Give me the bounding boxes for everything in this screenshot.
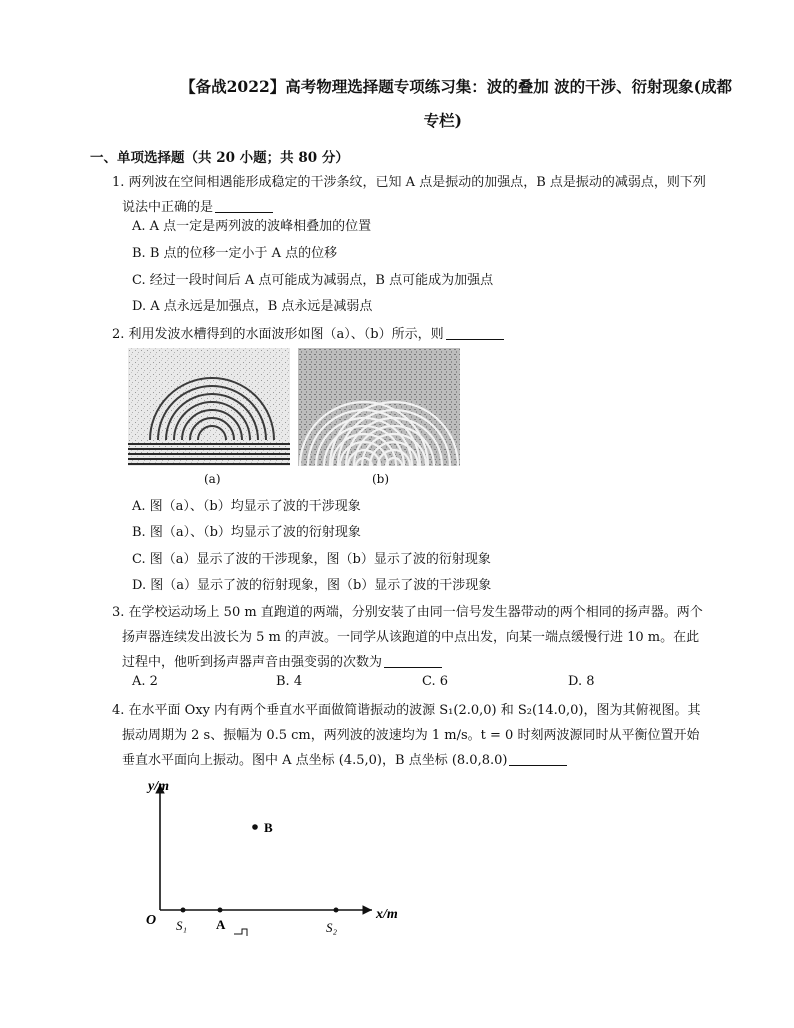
question-1-option-a: A. A 点一定是两列波的波峰相叠加的位置: [132, 219, 372, 234]
a-label: A: [216, 917, 226, 932]
title-line-2: 专栏): [423, 111, 462, 130]
y-axis-label: y/m: [148, 779, 169, 794]
question-2-stem: 2. 利用发波水槽得到的水面波形如图（a）、（b）所示，则: [112, 322, 712, 347]
question-3: [112, 600, 712, 675]
caption-b: (b): [372, 472, 390, 486]
s1-label: S₁: [176, 918, 188, 933]
question-3-option-a: A. 2: [132, 674, 158, 689]
point-s2: [334, 908, 339, 913]
section-heading: 一、单项选择题（共 20 小题；共 80 分）: [90, 150, 349, 166]
wave-photo-b: [298, 348, 460, 466]
title-line-1: 【备战2022】高考物理选择题专项练习集：波的叠加 波的干涉、衍射现象(成都: [180, 77, 732, 96]
mark-icon: [234, 929, 247, 936]
question-2-option-d: D. 图（a）显示了波的衍射现象，图（b）显示了波的干涉现象: [132, 578, 492, 593]
question-4-stem: 4. 在水平面 Oxy 内有两个垂直水平面做简谐振动的波源 S₁(2.0,0) 和 S₂(14.0,0)，图为其俯视图。其振动周期为 2 s、振幅为 0.5 cm，两列波的波速均为 1 m/s。t = 0 时刻两波源同时从平衡位置开始垂直水平面向上振动。图中 A 点坐标 (4.5,0)，B 点坐标 (8.0,8.0): [112, 703, 701, 768]
question-1-stem: 1. 两列波在空间相遇能形成稳定的干涉条纹，已知 A 点是振动的加强点，B 点是振动的减弱点，则下列说法中正确的是: [112, 175, 706, 215]
question-3-stem: 3. 在学校运动场上 50 m 直跑道的两端，分别安装了由同一信号发生器带动的两个相同的扬声器。两个扬声器连续发出波长为 5 m 的声波。一同学从该跑道的中点出发，向某一端点缓慢行进 10 m。在此过程中，他听到扬声器声音由强变弱的次数为: [112, 605, 703, 670]
caption-a: (a): [204, 472, 221, 486]
answer-blank: [446, 325, 504, 340]
question-4: [112, 698, 712, 773]
answer-blank: [384, 653, 442, 668]
question-1-option-b: B. B 点的位移一定小于 A 点的位移: [132, 246, 338, 261]
question-1-option-c: C. 经过一段时间后 A 点可能成为减弱点，B 点可能成为加强点: [132, 273, 494, 288]
origin-label: O: [146, 913, 157, 928]
question-2-option-b: B. 图（a）、（b）均显示了波的衍射现象: [132, 525, 361, 540]
question-1-option-d: D. A 点永远是加强点，B 点永远是减弱点: [132, 299, 373, 314]
document-title: [112, 70, 732, 138]
question-1: [112, 170, 712, 220]
s2-label: S₂: [326, 920, 338, 935]
wave-photo-a: [128, 348, 290, 466]
question-2: [112, 322, 712, 347]
answer-blank: [509, 751, 567, 766]
coordinate-graph: [140, 770, 420, 950]
b-label: B: [264, 820, 273, 835]
point-b: [252, 824, 258, 830]
point-a: [218, 908, 223, 913]
question-3-option-c: C. 6: [422, 674, 449, 689]
point-s1: [181, 908, 186, 913]
question-2-option-c: C. 图（a）显示了波的干涉现象，图（b）显示了波的衍射现象: [132, 552, 491, 567]
question-3-option-d: D. 8: [568, 674, 595, 689]
question-2-option-a: A. 图（a）、（b）均显示了波的干涉现象: [132, 499, 361, 514]
answer-blank: [215, 198, 273, 213]
question-3-option-b: B. 4: [276, 674, 303, 689]
x-axis-label: x/m: [376, 907, 398, 922]
